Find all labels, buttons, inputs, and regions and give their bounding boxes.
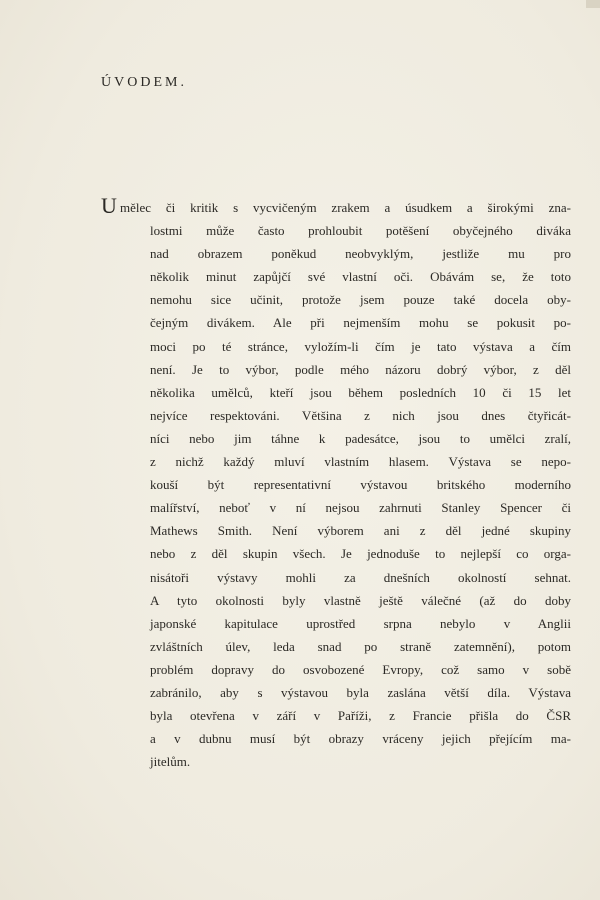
text-line: Mathews Smith. Není výborem ani z děl jedné skupiny bbox=[150, 523, 571, 539]
text-line: A tyto okolnosti byly vlastně ještě válečné (až do doby bbox=[150, 592, 571, 608]
text-line: nejvíce respektováni. Většina z nich jsou dnes čtyřicát- bbox=[150, 407, 571, 423]
text-line: z nichž každý mluví vlastním hlasem. Výstava se nepo- bbox=[150, 454, 571, 470]
text-line: zabránilo, aby s výstavou byla zaslána větší díla. Výstava bbox=[150, 684, 571, 700]
text-line: čejným divákem. Ale při nejmenším mohu se pokusit po- bbox=[150, 315, 571, 331]
page-corner-mark bbox=[586, 0, 600, 8]
text-line: moci po té stránce, vyložím-li čím je tato výstava a čím bbox=[150, 338, 571, 354]
text-line: japonské kapitulace uprostřed srpna nebylo v Anglii bbox=[150, 615, 571, 631]
text-line: kouší být representativní výstavou britského moderního bbox=[150, 477, 571, 493]
text-line: nad obrazem poněkud neobvyklým, jestliže mu pro bbox=[150, 246, 571, 262]
text-line: malířství, neboť v ní nejsou zahrnuti Stanley Spencer či bbox=[150, 500, 571, 516]
text-line: několika umělců, kteří jsou během posledních 10 či 15 let bbox=[150, 384, 571, 400]
drop-cap: U bbox=[101, 193, 117, 218]
text-line: není. Je to výbor, podle mého názoru dobrý výbor, z děl bbox=[150, 361, 571, 377]
text-line: nemohu sice učinit, protože jsem pouze také docela oby- bbox=[150, 292, 571, 308]
text-line: a v dubnu musí být obrazy vráceny jejich přejícím ma- bbox=[150, 731, 571, 747]
text-line: několik minut zapůjčí své vlastní oči. Obávám se, že toto bbox=[150, 269, 571, 285]
text-line-1 bbox=[101, 193, 571, 219]
text-line: zvláštních úlev, leda snad po straně zatemnění), potom bbox=[150, 638, 571, 654]
text-line: jitelům. bbox=[150, 754, 191, 770]
text-line: problém dopravy do osvobozené Evropy, což samo v sobě bbox=[150, 661, 571, 677]
text-line: níci nebo jim táhne k padesátce, jsou to umělci zralí, bbox=[150, 430, 571, 446]
body-paragraph bbox=[101, 193, 571, 773]
text-line: nebo z děl skupin všech. Je jednoduše to nejlepší co orga- bbox=[150, 546, 571, 562]
text-line: nisátoři výstavy mohli za dnešních okolností sehnat. bbox=[150, 569, 571, 585]
text-line: byla otevřena v září v Paříži, z Francie přišla do ČSR bbox=[150, 708, 571, 724]
text-line: lostmi může často prohloubit potěšení obyčejného diváka bbox=[150, 223, 571, 239]
section-heading: ÚVODEM. bbox=[101, 75, 187, 90]
text-line-1-content: mělec či kritik s vycvičeným zrakem a úsudkem a širokými zna- bbox=[120, 200, 571, 215]
